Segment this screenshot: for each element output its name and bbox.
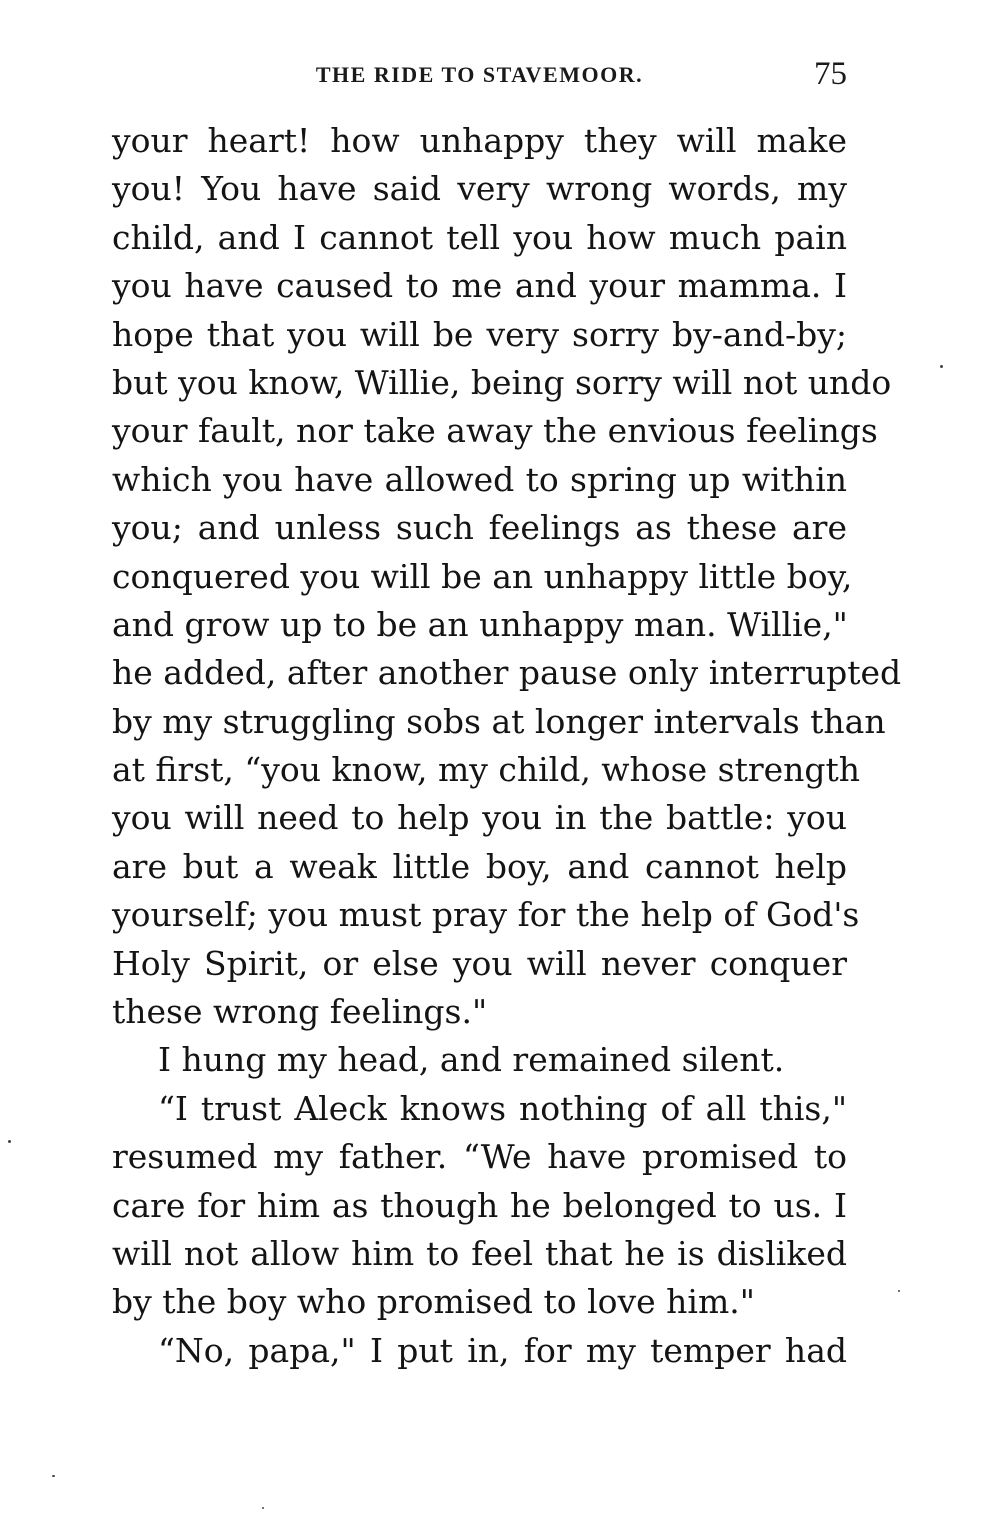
text-line: at first, “you know, my child, whose strength bbox=[112, 750, 861, 790]
scan-speck bbox=[8, 1140, 11, 1143]
text-line: by the boy who promised to love him." bbox=[112, 1282, 755, 1322]
running-title: THE RIDE TO STAVEMOOR. bbox=[315, 62, 644, 87]
text-line: conquered you will be an unhappy little boy, bbox=[112, 556, 853, 596]
body-text bbox=[112, 117, 902, 1375]
paragraph-start-line: “No, papa," I put in, for my temper had bbox=[158, 1330, 847, 1370]
text-line: and grow up to be an unhappy man. Willie," bbox=[112, 604, 848, 644]
text-line: these wrong feelings." bbox=[112, 992, 488, 1032]
text-line: you; and unless such feelings as these are bbox=[112, 508, 847, 548]
text-line: which you have allowed to spring up within bbox=[112, 459, 847, 499]
text-line: are but a weak little boy, and cannot help bbox=[112, 846, 847, 886]
scan-speck bbox=[898, 1290, 900, 1292]
scan-speck bbox=[940, 365, 943, 368]
text-line: hope that you will be very sorry by-and-by; bbox=[112, 314, 847, 354]
scan-speck bbox=[52, 1475, 55, 1477]
text-line: by my struggling sobs at longer intervals than bbox=[112, 701, 886, 741]
paragraph-start-line: I hung my head, and remained silent. bbox=[158, 1040, 785, 1080]
text-line: Holy Spirit, or else you will never conquer bbox=[112, 943, 847, 983]
text-line: yourself; you must pray for the help of God's bbox=[112, 895, 860, 935]
text-line: your fault, nor take away the envious feelings bbox=[112, 411, 878, 451]
text-line: your heart! how unhappy they will make bbox=[112, 121, 847, 160]
text-line: you! You have said very wrong words, my bbox=[112, 169, 847, 209]
scan-speck bbox=[262, 1507, 264, 1509]
text-line: you have caused to me and your mamma. I bbox=[112, 266, 847, 306]
text-line: resumed my father. “We have promised to bbox=[112, 1137, 847, 1177]
text-line: but you know, Willie, being sorry will not undo bbox=[112, 362, 892, 402]
text-line: will not allow him to feel that he is disliked bbox=[112, 1233, 847, 1273]
text-line: care for him as though he belonged to us. I bbox=[112, 1185, 847, 1225]
text-line: child, and I cannot tell you how much pain bbox=[112, 217, 847, 257]
paragraph-start-line: “I trust Aleck knows nothing of all this," bbox=[158, 1088, 847, 1128]
text-line: he added, after another pause only interrupted bbox=[112, 653, 902, 693]
page-number: 75 bbox=[814, 56, 847, 92]
page-header bbox=[112, 52, 847, 102]
text-line: you will need to help you in the battle: you bbox=[112, 798, 847, 838]
